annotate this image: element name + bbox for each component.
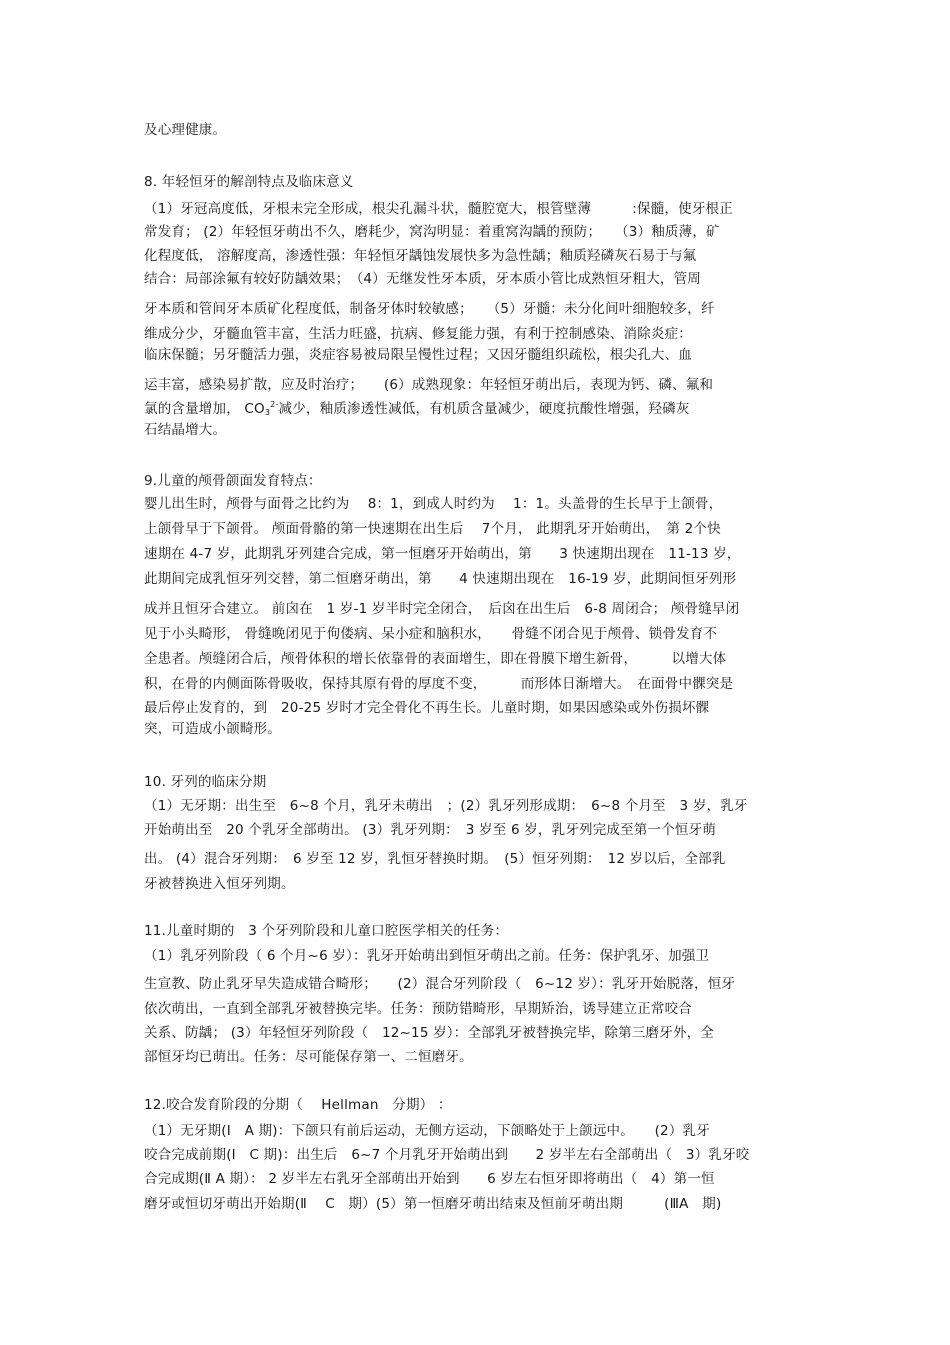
section-11-line: 生宣教、防止乳牙早失造成错合畸形； (2）混合牙列阶段（ 6~12 岁）：乳牙开始脱落，恒牙	[144, 976, 736, 992]
section-9-line: 上颌骨早于下颌骨。 颅面骨骼的第一快速期在出生后 7个月， 此期乳牙开始萌出， 第 2个快	[144, 521, 721, 537]
co3-subscript: 3	[264, 408, 271, 417]
section-9-heading: 9.儿童的颅骨颌面发育特点：	[144, 473, 322, 489]
intro-text: 及心理健康。	[144, 122, 227, 138]
section-8-co3-line	[144, 400, 690, 418]
section-8-line: 维成分少，牙髓血管丰富，生活力旺盛，抗病、修复能力强，有利于控制感染、消除炎症：	[144, 326, 692, 342]
section-8-line: 化程度低， 溶解度高，渗透性强：年轻恒牙龋蚀发展快多为急性龋；釉质羟磷灰石易于与氟	[144, 248, 697, 264]
section-10-line: 出。 (4）混合牙列期： 6 岁至 12 岁，乳恒牙替换时期。 (5）恒牙列期： 12 岁以后，全部乳	[144, 851, 726, 867]
section-9-line: 最后停止发育的，到 20-25 岁时才完全骨化不再生长。儿童时期，如果因感染或外伤损坏髁	[144, 700, 710, 716]
co3-after-text: 减少，釉质渗透性减低，有机质含量减少，硬度抗酸性增强，羟磷灰	[278, 401, 690, 417]
section-8-line: 运丰富，感染易扩散，应及时治疗； (6）成熟现象：年轻恒牙萌出后，表现为钙、磷、氟和	[144, 377, 714, 393]
section-9-line: 速期在 4-7 岁，此期乳牙列建合完成，第一恒磨牙开始萌出，第 3 快速期出现在 11-13 岁，	[144, 546, 741, 562]
section-9-line: 积，在骨的内侧面陈骨吸收，保持其原有骨的厚度不变， 而形体日渐增大。 在面骨中髁突是	[144, 676, 734, 692]
section-12-line: 合完成期(Ⅱ A 期）： 2 岁半左右乳牙全部萌出开始到 6 岁左右恒牙即将萌出（ 4）第一恒	[144, 1171, 715, 1187]
section-8-line: 临床保髓；另牙髓活力强，炎症容易被局限呈慢性过程；又因牙髓组织疏松，根尖孔大、血	[144, 347, 692, 363]
section-9-line: 全患者。颅缝闭合后，颅骨体积的增长依靠骨的表面增生，即在骨膜下增生新骨， 以增大体	[144, 651, 727, 667]
section-10-heading: 10. 牙列的临床分期	[144, 774, 267, 790]
section-8-line: 结合：局部涂氟有较好防龋效果； （4）无继发性牙本质，牙本质小管比成熟恒牙粗大，管周	[144, 271, 701, 287]
section-11-line: （1）乳牙列阶段（ 6 个月~6 岁）：乳牙开始萌出到恒牙萌出之前。任务：保护乳牙、加强卫	[144, 948, 710, 964]
section-8-line: （1）牙冠高度低，牙根未完全形成，根尖孔漏斗状，髓腔宽大，根管壁薄 :保髓，使牙根正	[144, 201, 733, 217]
section-12-line: 磨牙或恒切牙萌出开始期(Ⅱ C 期）(5）第一恒磨牙萌出结束及恒前牙萌出期 (ⅢA 期)	[144, 1196, 722, 1212]
co3-superscript: 2-	[270, 400, 279, 409]
section-8-heading: 8. 年轻恒牙的解剖特点及临床意义	[144, 174, 354, 190]
section-12-line: 咬合完成前期(Ⅰ C 期)：出生后 6~7 个月乳牙开始萌出到 2 岁半左右全部萌出（ 3）乳牙咬	[144, 1147, 750, 1163]
section-9-line: 成并且恒牙合建立。 前囟在 1 岁-1 岁半时完全闭合， 后囟在出生后 6-8 周闭合； 颅骨缝早闭	[144, 601, 740, 617]
section-9-line: 突，可造成小颌畸形。	[144, 721, 281, 737]
section-9-line: 此期间完成乳恒牙列交替，第二恒磨牙萌出，第 4 快速期出现在 16-19 岁，此期间恒牙列形	[144, 571, 737, 587]
section-10-line: 牙被替换进入恒牙列期。	[144, 876, 295, 892]
section-9-line: 婴儿出生时，颅骨与面骨之比约为 8：1，到成人时约为 1：1。头盖骨的生长早于上颌骨，	[144, 496, 723, 512]
section-11-line: 部恒牙均已萌出。任务：尽可能保存第一、二恒磨牙。	[144, 1049, 473, 1065]
section-12-heading: 12.咬合发育阶段的分期（ Hellman 分期） ：	[144, 1097, 452, 1113]
section-8-line: 石结晶增大。	[144, 422, 227, 438]
section-11-line: 关系、防龋； (3）年轻恒牙列阶段（ 12~15 岁）：全部乳牙被替换完毕，除第三磨牙外，全	[144, 1025, 715, 1041]
section-8-line: 牙本质和管间牙本质矿化程度低，制备牙体时较敏感； （5）牙髓：未分化间叶细胞较多，纤	[144, 301, 715, 317]
section-9-line: 见于小头畸形， 骨缝晚闭见于佝偻病、呆小症和脑积水， 骨缝不闭合见于颅骨、锁骨发育不	[144, 626, 718, 642]
section-11-line: 依次萌出，一直到全部乳牙被替换完毕。任务：预防错畸形，早期矫治，诱导建立正常咬合	[144, 1001, 692, 1017]
section-10-line: 开始萌出至 20 个乳牙全部萌出。 (3）乳牙列期： 3 岁至 6 岁，乳牙列完成至第一个恒牙萌	[144, 822, 717, 838]
section-12-line: （1）无牙期(Ⅰ A 期)：下颌只有前后运动，无侧方运动，下颌略处于上颌远中。 (2）乳牙	[144, 1123, 710, 1139]
section-10-line: （1）无牙期：出生至 6~8 个月，乳牙未萌出 ；(2）乳牙列形成期： 6~8 个月至 3 岁，乳牙	[144, 798, 748, 814]
section-11-heading: 11.儿童时期的 3 个牙列阶段和儿童口腔医学相关的任务：	[144, 923, 509, 939]
co3-before-text: 氯的含量增加， CO	[144, 401, 265, 417]
section-8-line: 常发育； (2）年轻恒牙萌出不久，磨耗少，窝沟明显：着重窝沟龋的预防； （3）釉质薄，矿	[144, 224, 720, 240]
